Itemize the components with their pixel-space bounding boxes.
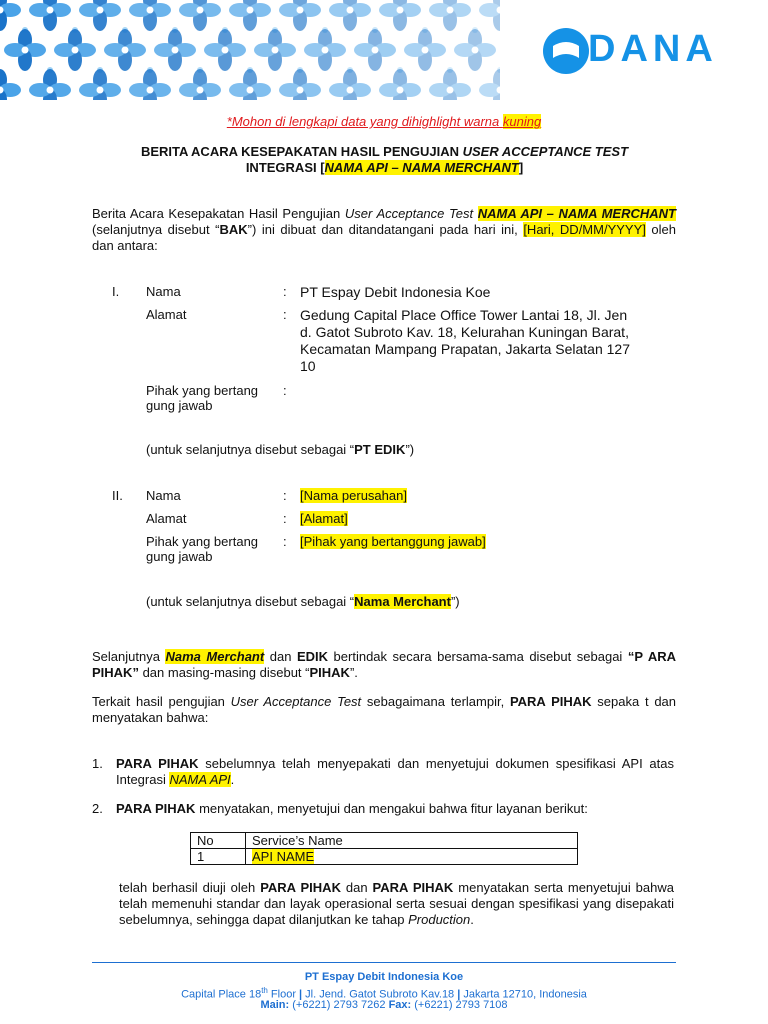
party1-numeral: I. (112, 284, 120, 299)
party2-alamat-colon: : (283, 511, 287, 526)
party2-pj-label-line2: gung jawab (146, 549, 213, 564)
dana-logo-text: DANA (588, 28, 718, 70)
party2-nama-colon: : (283, 488, 287, 503)
party1-alamat-line3: Kecamatan Mampang Prapatan, Jakarta Selatan 127 (300, 341, 630, 357)
pattern-flower (429, 0, 471, 31)
pattern-flower (179, 0, 221, 31)
party2-pj-colon: : (283, 534, 287, 549)
highlight-note: *Mohon di lengkapi data yang dihighlight warna kuning (226, 114, 542, 129)
item2-number: 2. (92, 801, 103, 816)
party1-alamat-line1: Gedung Capital Place Office Tower Lantai 18, Jl. Jen (300, 307, 628, 323)
pattern-flower (479, 69, 500, 100)
footer-divider (92, 962, 676, 963)
pattern-flower (0, 0, 21, 31)
table-header-row (191, 833, 578, 849)
party1-alias: (untuk selanjutnya disebut sebagai “PT EDIK”) (146, 442, 415, 457)
party2-alamat-value: [Alamat] (300, 511, 348, 526)
pattern-flower (354, 29, 396, 71)
pattern-flower (79, 0, 121, 31)
highlight-word: kuning (502, 114, 542, 129)
pattern-flower (279, 69, 321, 100)
pattern-flower (429, 69, 471, 100)
party1-pj-label-line2: gung jawab (146, 398, 213, 413)
pattern-flower (29, 0, 71, 31)
footer-company: PT Espay Debit Indonesia Koe (304, 971, 464, 983)
terkait-paragraph: Terkait hasil pengujian User Acceptance Test sebagaimana terlampir, PARA PIHAK sepaka t dan menyatakan bahwa: (92, 694, 677, 725)
pattern-flower (204, 29, 246, 71)
party1-pj-colon: : (283, 383, 287, 398)
party2-pj-value: [Pihak yang bertanggung jawab] (300, 534, 486, 549)
party2-numeral: II. (112, 488, 123, 503)
pattern-flower (129, 69, 171, 100)
pattern-flower (4, 29, 46, 71)
pattern-flower (329, 0, 371, 31)
party1-pj-label-line1: Pihak yang bertang (146, 383, 259, 398)
pattern-flower (0, 69, 21, 100)
pattern-flower (254, 29, 296, 71)
pattern-flower (129, 0, 171, 31)
footer-address: Capital Place 18th Floor | Jl. Jend. Gatot Subroto Kav.18 | Jakarta 12710, Indonesia (181, 986, 587, 1001)
pattern-flower (104, 29, 146, 71)
pattern-flower (304, 29, 346, 71)
party2-alias: (untuk selanjutnya disebut sebagai “Nama Merchant”) (146, 594, 460, 609)
table-cell-no: 1 (191, 849, 246, 865)
pattern-flower (479, 0, 500, 31)
party2-pj-label-line1: Pihak yang bertang (146, 534, 259, 549)
pattern-flower (154, 29, 196, 71)
party1-alamat-label: Alamat (146, 307, 187, 322)
party1-nama-colon: : (283, 284, 287, 299)
item1-text: PARA PIHAK sebelumnya telah menyepakati dan menyetujui dokumen spesifikasi API atas Integrasi NAMA API. (116, 756, 674, 787)
document-title-line1: BERITA ACARA KESEPAKATAN HASIL PENGUJIAN USER ACCEPTANCE TEST (140, 144, 629, 159)
item2-text: PARA PIHAK menyatakan, menyetujui dan mengakui bahwa fitur layanan berikut: (116, 801, 588, 816)
pattern-flower (454, 29, 496, 71)
party2-nama-value: [Nama perusahan] (300, 488, 407, 503)
header-pattern (0, 0, 500, 100)
document-title-line2: INTEGRASI [NAMA API – NAMA MERCHANT] (245, 160, 524, 175)
party2-alamat-label: Alamat (146, 511, 187, 526)
pattern-flower (404, 29, 446, 71)
service-table (190, 832, 578, 865)
pattern-flower (379, 0, 421, 31)
pattern-flower (229, 0, 271, 31)
party1-nama-label: Nama (146, 284, 181, 299)
pattern-flower (379, 69, 421, 100)
party1-alamat-colon: : (283, 307, 287, 322)
item1-number: 1. (92, 756, 103, 771)
pattern-flower (329, 69, 371, 100)
after-table-paragraph: telah berhasil diuji oleh PARA PIHAK dan PARA PIHAK menyatakan serta menyetujui bahwa telah memenuhi standar dan layak operasional serta sesuai dengan spesifikasi yang disepakati sebelumnya, sehingga dapat dilanjutkan ke tahap Production. (119, 880, 674, 927)
para-pihak-paragraph: Selanjutnya Nama Merchant dan EDIK bertindak secara bersama-sama disebut sebagai “P ARA PIHAK” dan masing-masing disebut “PIHAK”. (92, 649, 676, 680)
footer-contact: Main: (+6221) 2793 7262 Fax: (+6221) 2793 7108 (260, 999, 508, 1011)
table-row (191, 849, 578, 865)
pattern-flower (54, 29, 96, 71)
intro-paragraph: Berita Acara Kesepakatan Hasil Pengujian User Acceptance Test NAMA API – NAMA MERCHANT (selanjutnya disebut “BAK”) ini dibuat dan ditandatangani pada hari ini, [Hari, DD/MM/YYYY] oleh dan antara: (92, 206, 677, 253)
table-header-service: Service’s Name (246, 833, 578, 849)
pattern-flower (179, 69, 221, 100)
table-header-no: No (191, 833, 246, 849)
party1-nama-value: PT Espay Debit Indonesia Koe (300, 284, 491, 300)
party2-nama-label: Nama (146, 488, 181, 503)
pattern-flower (229, 69, 271, 100)
pattern-flower (279, 0, 321, 31)
party1-alamat-line4: 10 (300, 358, 316, 374)
table-cell-service: API NAME (246, 849, 578, 865)
pattern-flower (29, 69, 71, 100)
pattern-flower (79, 69, 121, 100)
party1-alamat-line2: d. Gatot Subroto Kav. 18, Kelurahan Kuningan Barat, (300, 324, 629, 340)
